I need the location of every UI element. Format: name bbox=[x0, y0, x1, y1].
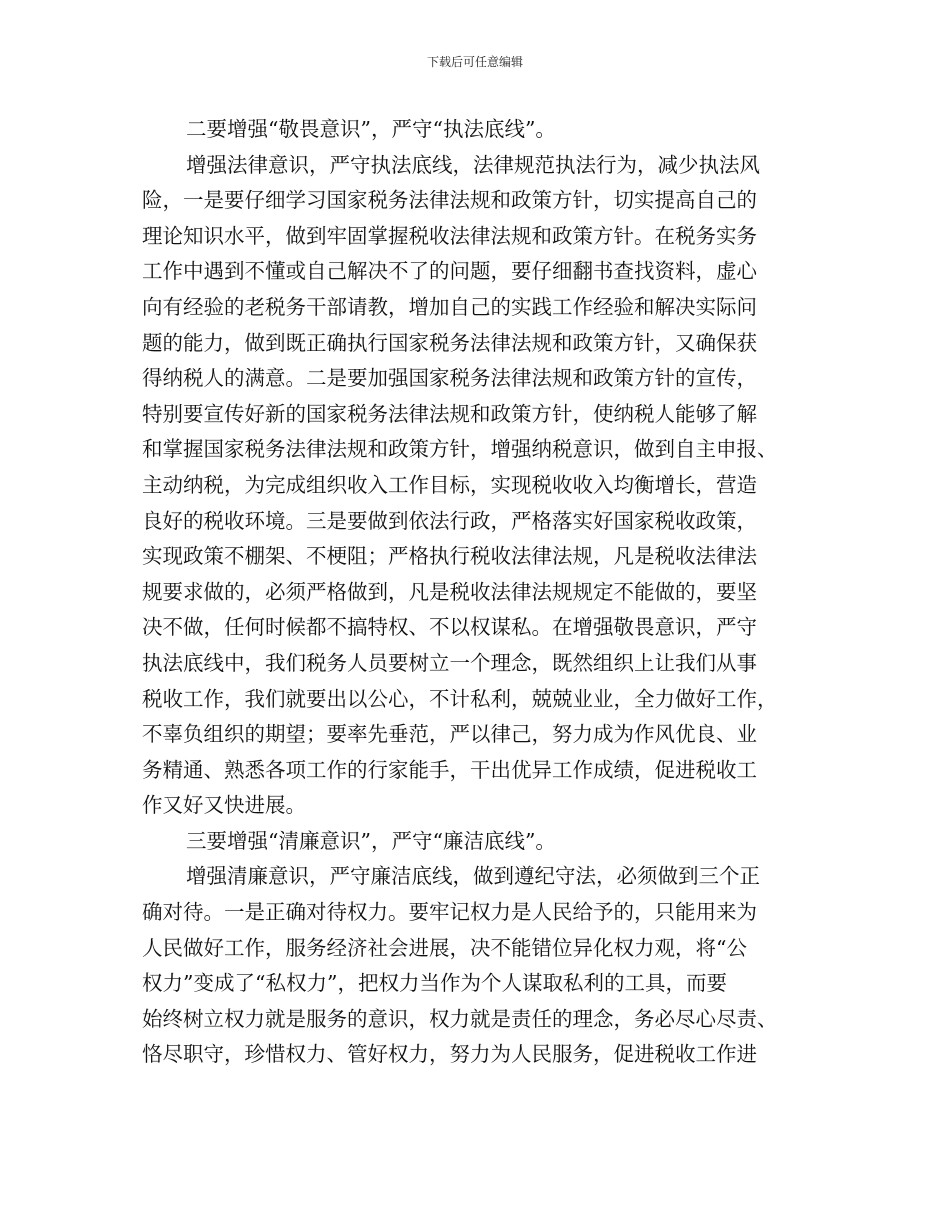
text-line: 向有经验的老税务干部请教，增加自己的实践工作经验和解决实际问 bbox=[142, 294, 757, 319]
text-line: 务精通、熟悉各项工作的行家能手，干出优异工作成绩，促进税收工 bbox=[142, 757, 757, 782]
text-line: 恪尽职守，珍惜权力、管好权力，努力为人民服务，促进税收工作进 bbox=[142, 1042, 757, 1067]
text-line: 增强清廉意识，严守廉洁底线，做到遵纪守法，必须做到三个正 bbox=[186, 864, 760, 889]
text-line: 题的能力，做到既正确执行国家税务法律法规和政策方针，又确保获 bbox=[142, 330, 757, 355]
text-line: 险，一是要仔细学习国家税务法律法规和政策方针，切实提高自己的 bbox=[142, 188, 757, 213]
document-body bbox=[142, 112, 802, 1073]
text-line: 实现政策不棚架、不梗阻；严格执行税收法律法规，凡是税收法律法 bbox=[142, 544, 757, 569]
text-line: 确对待。一是正确对待权力。要牢记权力是人民给予的，只能用来为 bbox=[142, 900, 757, 925]
text-line: 始终树立权力就是服务的意识，权力就是责任的理念，务必尽心尽责、 bbox=[142, 1006, 778, 1031]
text-line: 作又好又快进展。 bbox=[142, 793, 306, 818]
text-line: 主动纳税，为完成组织收入工作目标，实现税收收入均衡增长，营造 bbox=[142, 472, 757, 497]
text-line: 执法底线中，我们税务人员要树立一个理念，既然组织上让我们从事 bbox=[142, 650, 757, 675]
text-line: 二要增强“敬畏意识”，严守“执法底线”。 bbox=[186, 117, 556, 141]
page-header: 下载后可任意编辑 bbox=[426, 55, 523, 69]
text-line: 增强法律意识，严守执法底线，法律规范执法行为，减少执法风 bbox=[186, 152, 760, 177]
text-line: 税收工作，我们就要出以公心，不计私利，兢兢业业，全力做好工作， bbox=[142, 686, 778, 711]
text-line: 得纳税人的满意。二是要加强国家税务法律法规和政策方针的宣传， bbox=[142, 366, 757, 391]
text-line: 规要求做的，必须严格做到，凡是税收法律法规规定不能做的，要坚 bbox=[142, 579, 757, 604]
text-line: 人民做好工作，服务经济社会进展，决不能错位异化权力观，将“公 bbox=[142, 935, 747, 960]
text-line: 理论知识水平，做到牢固掌握税收法律法规和政策方针。在税务实务 bbox=[142, 223, 757, 248]
text-line: 决不做，任何时候都不搞特权、不以权谋私。在增强敬畏意识，严守 bbox=[142, 615, 757, 640]
text-line: 良好的税收环境。三是要做到依法行政，严格落实好国家税收政策， bbox=[142, 508, 757, 533]
text-line: 和掌握国家税务法律法规和政策方针，增强纳税意识，做到自主申报、 bbox=[142, 437, 778, 462]
text-line: 特别要宣传好新的国家税务法律法规和政策方针，使纳税人能够了解 bbox=[142, 401, 757, 426]
text-line: 工作中遇到不懂或自己解决不了的问题，要仔细翻书查找资料，虚心 bbox=[142, 259, 757, 284]
text-line: 三要增强“清廉意识”，严守“廉洁底线”。 bbox=[186, 828, 556, 853]
text-line: 不辜负组织的期望；要率先垂范，严以律己，努力成为作风优良、业 bbox=[142, 722, 757, 747]
text-line: 权力”变成了“私权力”，把权力当作为个人谋取私利的工具，而要 bbox=[142, 971, 727, 996]
